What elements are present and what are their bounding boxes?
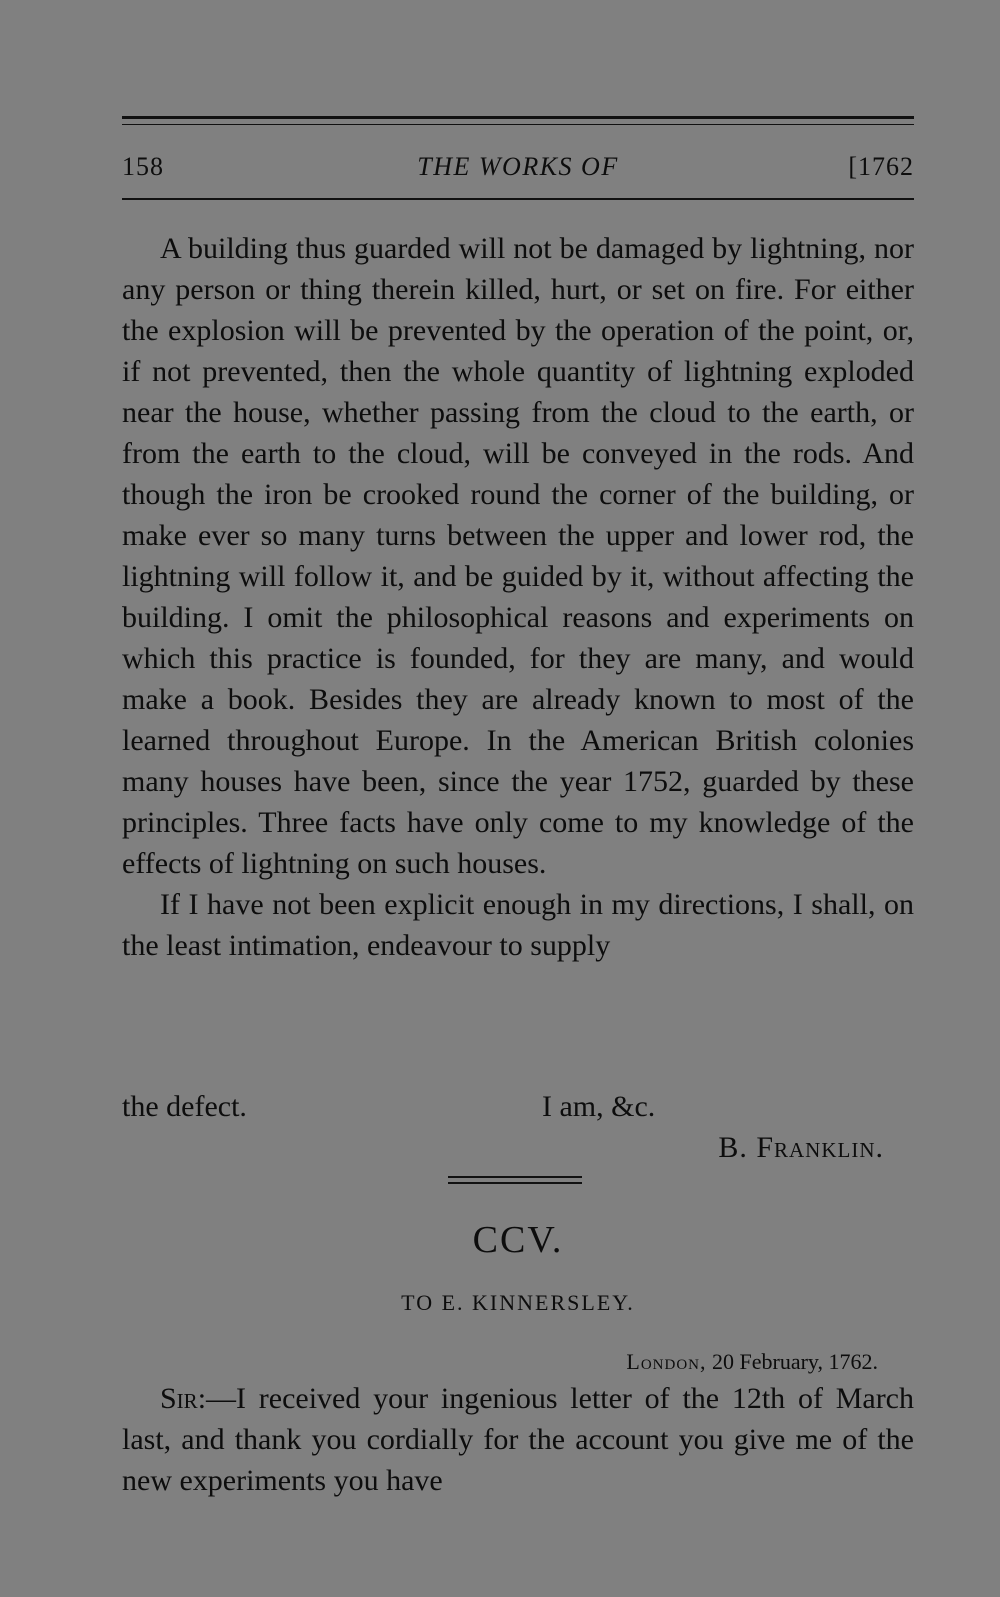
- top-rule: [122, 116, 914, 119]
- paragraph: A building thus guarded will not be damaged by lightning, nor any person or thing therein killed, hurt, or set on fire. For either the explosion will be prevented by the operation of the point, or, if not prevented, then the whole quantity of lightning exploded near the house, whether passing from the cloud to the earth, or from the earth to the cloud, will be conveyed in the rods. And though the iron be crooked round the corner of the building, or make ever so many turns between the upper and lower rod, the lightning will follow it, and be guided by it, without affecting the building. I omit the philosophical reasons and experiments on which this practice is founded, for they are many, and would make a book. Besides they are already known to most of the learned throughout Europe. In the American British colonies many houses have been, since the year 1752, guarded by these principles. Three facts have only come to my knowledge of the effects of lightning on such houses.: [122, 232, 914, 880]
- dateline: [626, 1347, 878, 1377]
- dateline-date: 20 February, 1762.: [712, 1349, 878, 1374]
- book-page: [122, 0, 914, 1597]
- running-title: THE WORKS OF: [417, 152, 619, 181]
- valediction: I am, &c.: [542, 1090, 656, 1123]
- head-rule: [122, 198, 914, 200]
- closing-text: the defect.: [122, 1090, 247, 1123]
- letter-text: :—I received your ingenious letter of the 12th of March last, and thank you cordially for the account you give me of the new experiments you have: [122, 1382, 914, 1497]
- dateline-place: London,: [626, 1349, 707, 1374]
- body-text: [122, 228, 914, 966]
- section-separator-lower: [448, 1182, 582, 1184]
- page-number: 158: [122, 152, 164, 181]
- salutation: Sir: [160, 1382, 198, 1415]
- letter-number: CCV.: [472, 1219, 564, 1261]
- section-separator: [448, 1176, 582, 1178]
- signature: B. Franklin.: [718, 1131, 884, 1164]
- paragraph: [122, 1378, 914, 1501]
- letter-body: [122, 1378, 914, 1501]
- top-rule-thin: [122, 124, 914, 125]
- paragraph: If I have not been explicit enough in my directions, I shall, on the least intimation, endeavour to supply: [122, 888, 914, 962]
- running-year: [1762: [848, 152, 914, 181]
- letter-recipient: TO E. KINNERSLEY.: [401, 1290, 635, 1315]
- closing-line: [122, 1086, 914, 1127]
- running-head: [122, 150, 914, 184]
